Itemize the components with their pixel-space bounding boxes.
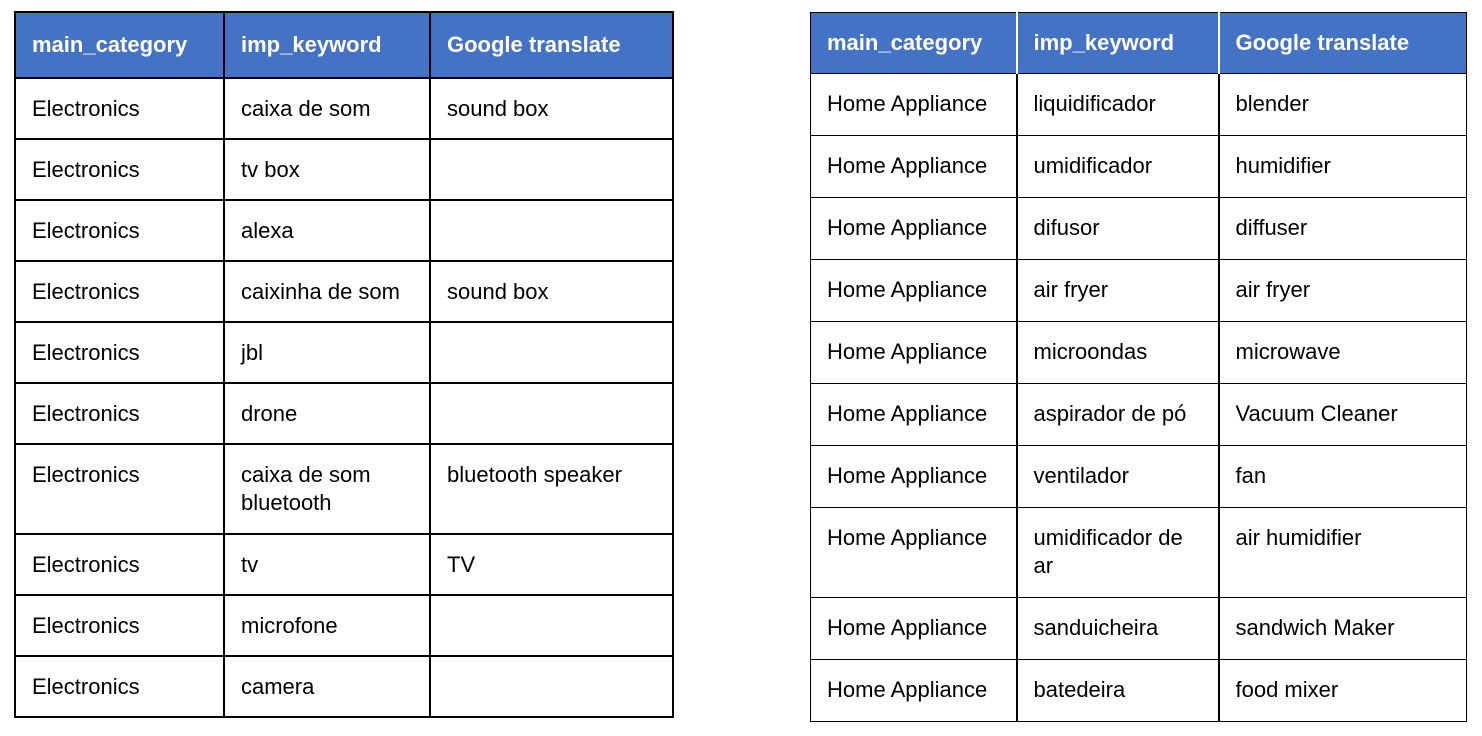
table-row: [811, 384, 1467, 446]
main-category-cell: Electronics: [15, 139, 224, 200]
table-row: [15, 139, 673, 200]
main-category-cell: Electronics: [15, 534, 224, 595]
table-row: [811, 74, 1467, 136]
translation-cell: air fryer: [1219, 260, 1467, 322]
translation-cell: fan: [1219, 446, 1467, 508]
electronics-table: [14, 11, 674, 718]
table-row: [811, 660, 1467, 722]
translation-cell: bluetooth speaker: [430, 444, 673, 534]
main-category-cell: Home Appliance: [811, 660, 1017, 722]
translation-cell: TV: [430, 534, 673, 595]
keyword-cell: microfone: [224, 595, 430, 656]
main-category-cell: Home Appliance: [811, 322, 1017, 384]
translation-cell: blender: [1219, 74, 1467, 136]
main-category-cell: Electronics: [15, 444, 224, 534]
table-row: [15, 78, 673, 139]
table-row: [15, 383, 673, 444]
keyword-cell: microondas: [1017, 322, 1219, 384]
main-category-cell: Electronics: [15, 261, 224, 322]
main-category-cell: Electronics: [15, 595, 224, 656]
translation-cell: sound box: [430, 78, 673, 139]
header-row: [811, 13, 1467, 74]
translation-cell: humidifier: [1219, 136, 1467, 198]
main-category-cell: Electronics: [15, 78, 224, 139]
column-header-imp-keyword: imp_keyword: [1017, 13, 1219, 74]
keyword-cell: caixa de som: [224, 78, 430, 139]
table-row: [15, 322, 673, 383]
translation-cell: diffuser: [1219, 198, 1467, 260]
table-row: [15, 534, 673, 595]
keyword-cell: drone: [224, 383, 430, 444]
keyword-cell: umidificador de ar: [1017, 508, 1219, 598]
translation-cell: [430, 139, 673, 200]
keyword-cell: caixinha de som: [224, 261, 430, 322]
keyword-cell: tv: [224, 534, 430, 595]
keyword-cell: aspirador de pó: [1017, 384, 1219, 446]
keyword-cell: caixa de som bluetooth: [224, 444, 430, 534]
translation-cell: sandwich Maker: [1219, 598, 1467, 660]
main-category-cell: Home Appliance: [811, 260, 1017, 322]
table-row: [811, 322, 1467, 384]
table-row: [811, 446, 1467, 508]
keyword-cell: difusor: [1017, 198, 1219, 260]
table-row: [811, 198, 1467, 260]
table-row: [811, 136, 1467, 198]
main-category-cell: Electronics: [15, 656, 224, 717]
translation-cell: [430, 383, 673, 444]
keyword-cell: umidificador: [1017, 136, 1219, 198]
keyword-cell: sanduicheira: [1017, 598, 1219, 660]
table-row: [15, 200, 673, 261]
column-header-google-translate: Google translate: [430, 12, 673, 78]
main-category-cell: Home Appliance: [811, 74, 1017, 136]
main-category-cell: Home Appliance: [811, 198, 1017, 260]
keyword-cell: camera: [224, 656, 430, 717]
table-row: [15, 656, 673, 717]
translation-cell: Vacuum Cleaner: [1219, 384, 1467, 446]
table-row: [811, 598, 1467, 660]
translation-cell: sound box: [430, 261, 673, 322]
translation-cell: [430, 200, 673, 261]
keyword-cell: liquidificador: [1017, 74, 1219, 136]
column-header-main-category: main_category: [811, 13, 1017, 74]
main-category-cell: Home Appliance: [811, 598, 1017, 660]
keyword-cell: batedeira: [1017, 660, 1219, 722]
main-category-cell: Electronics: [15, 322, 224, 383]
main-category-cell: Home Appliance: [811, 446, 1017, 508]
translation-cell: [430, 595, 673, 656]
translation-cell: [430, 656, 673, 717]
keyword-cell: tv box: [224, 139, 430, 200]
main-category-cell: Electronics: [15, 200, 224, 261]
translation-cell: microwave: [1219, 322, 1467, 384]
translation-cell: food mixer: [1219, 660, 1467, 722]
keyword-cell: jbl: [224, 322, 430, 383]
main-category-cell: Home Appliance: [811, 384, 1017, 446]
main-category-cell: Electronics: [15, 383, 224, 444]
home-appliance-table: [810, 12, 1467, 722]
translation-cell: air humidifier: [1219, 508, 1467, 598]
column-header-google-translate: Google translate: [1219, 13, 1467, 74]
main-category-cell: Home Appliance: [811, 508, 1017, 598]
column-header-main-category: main_category: [15, 12, 224, 78]
table-row: [811, 508, 1467, 598]
keyword-cell: alexa: [224, 200, 430, 261]
table-row: [15, 595, 673, 656]
keyword-cell: ventilador: [1017, 446, 1219, 508]
table-row: [15, 261, 673, 322]
keyword-cell: air fryer: [1017, 260, 1219, 322]
header-row: [15, 12, 673, 78]
column-header-imp-keyword: imp_keyword: [224, 12, 430, 78]
translation-cell: [430, 322, 673, 383]
table-row: [15, 444, 673, 534]
main-category-cell: Home Appliance: [811, 136, 1017, 198]
table-row: [811, 260, 1467, 322]
